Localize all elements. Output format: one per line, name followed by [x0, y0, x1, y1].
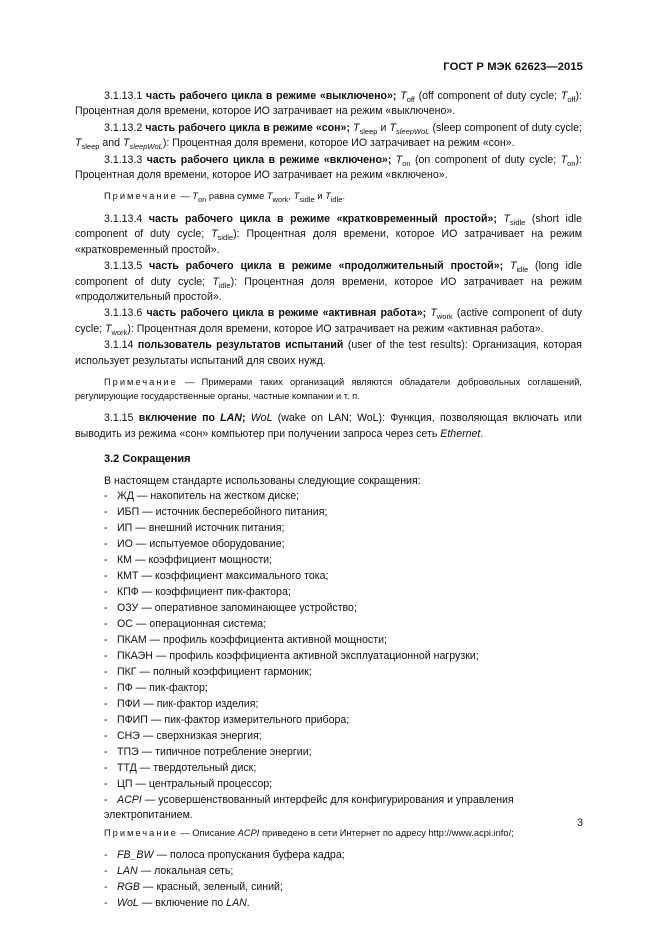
symbol-subscript: sleepWoL [129, 142, 163, 152]
list-item-text: ИБП — источник бесперебойного питания; [117, 505, 328, 518]
symbol-subscript: on [402, 158, 411, 168]
abbreviation: LAN [117, 865, 138, 878]
symbol: T [211, 228, 218, 241]
list-item-text: ПКАЭН — профиль коэффициента активной эксплуатационной нагрузки; [117, 649, 479, 662]
abbreviation: ACPI [237, 827, 260, 838]
term: пользователь результатов испытаний [137, 339, 344, 352]
list-item [104, 777, 582, 792]
list-item-text: ОЗУ — оперативное запоминающее устройство; [117, 601, 357, 614]
section-title: 3.2 Сокращения [104, 453, 191, 466]
definition-text: ): Процентная доля времени, которое ИО затрачивает на режим «сон». [162, 137, 515, 150]
english-term: (off component of duty cycle; [418, 90, 558, 102]
list-dash: - [104, 897, 108, 910]
list-item-text: ЖД — накопитель на жестком диске; [117, 489, 300, 502]
ethernet-term: Ethernet [440, 427, 481, 440]
list-dash: - [104, 793, 108, 806]
page-content [75, 89, 582, 912]
list-item [104, 713, 582, 728]
separator: , [288, 191, 291, 202]
list-item [104, 848, 582, 863]
symbol: T [400, 90, 407, 102]
list-item-text: — полоса пропускания буфера кадра; [156, 849, 345, 862]
definition-3-1-15 [75, 411, 582, 442]
page-number: 3 [577, 817, 583, 829]
clause-number: 3.1.13.3 [104, 153, 143, 166]
symbol: T [430, 307, 437, 320]
list-dash: - [104, 553, 108, 566]
list-item [104, 864, 582, 879]
symbol: T [212, 275, 219, 288]
symbol-subscript: work [436, 312, 453, 322]
list-item-text: — усовершенствованный интерфейс для конфигурирования и управления электропитанием. [104, 793, 514, 822]
definition-3-1-13-2 [75, 121, 582, 152]
list-dash: - [104, 865, 108, 878]
list-item-text: КПФ — коэффициент пик-фактора; [117, 585, 291, 598]
abbreviation: WoL [117, 897, 139, 910]
list-dash: - [104, 505, 108, 518]
list-item [104, 761, 582, 776]
symbol: T [503, 213, 510, 226]
definition-3-1-13-3 [75, 153, 582, 184]
list-item-text: ОС — операционная система; [117, 617, 267, 630]
list-item [104, 697, 582, 712]
list-dash: - [104, 849, 108, 862]
note-text: Примерами таких организаций являются обладатели добровольных соглашений, регулирующие государственные органы, частные компании и т. п. [75, 377, 582, 401]
period: . [246, 897, 250, 910]
note-dash: — [185, 377, 195, 388]
english-term: (on component of duty cycle; [414, 153, 557, 166]
period: . [480, 427, 484, 440]
list-item-text: ПФИ — пик-фактор изделия; [117, 697, 259, 710]
note-1 [75, 190, 582, 204]
symbol-subscript: off [567, 95, 576, 104]
term: часть рабочего цикла в режиме «сон»; [145, 121, 350, 134]
definition-3-1-13-1 [75, 89, 582, 120]
definition-text: (wake on LAN; WoL): Функция, позволяющая включать или выводить из режима «сон» компьютер при получении запроса через сеть [75, 412, 582, 440]
symbol-subscript: idle [330, 195, 343, 205]
definition-3-1-13-5 [75, 259, 582, 305]
list-dash: - [104, 881, 108, 894]
clause-number: 3.1.13.6 [104, 307, 143, 320]
symbol: T [293, 191, 300, 202]
acpi-list [75, 793, 582, 824]
symbol: T [192, 191, 198, 202]
note-3 [75, 827, 582, 841]
list-dash: - [104, 633, 108, 646]
list-dash: - [104, 665, 108, 678]
definition-text: ): Процентная доля времени, которое ИО затрачивает на режим «продолжительный простой». [75, 275, 583, 304]
symbol: T [560, 153, 568, 166]
clause-number: 3.1.13.2 [104, 121, 143, 134]
symbol: T [105, 322, 112, 335]
list-dash: - [104, 489, 108, 502]
term: часть рабочего цикла в режиме «выключено»; [146, 90, 397, 102]
clause-number: 3.1.13.4 [104, 213, 143, 226]
list-item [104, 505, 582, 520]
symbol-subscript: work [111, 327, 128, 337]
list-dash: - [104, 713, 108, 726]
list-item [104, 585, 582, 600]
abbreviation: RGB [117, 881, 140, 894]
list-dash: - [104, 697, 108, 710]
list-item [104, 793, 582, 824]
conjunction: и [317, 191, 323, 202]
list-item [104, 601, 582, 616]
section-intro: В настоящем стандарте использованы следующие сокращения: [104, 474, 421, 487]
note-2 [75, 376, 582, 403]
list-item-text: ИО — испытуемое оборудование; [117, 537, 285, 550]
abbreviation: WoL [250, 412, 273, 425]
symbol-subscript: sleepWoL [396, 126, 430, 136]
symbol-subscript: sleep [81, 142, 100, 152]
list-item-text: — локальная сеть; [140, 865, 234, 878]
english-term: (long idle component of duty cycle; [75, 260, 582, 288]
note-text: приведено в сети Интернет по адресу http://www.acpi.info/; [261, 827, 514, 838]
list-item [104, 521, 582, 536]
conjunction: and [102, 137, 121, 150]
symbol-subscript: work [272, 195, 289, 205]
note-label: Примечание [104, 377, 178, 388]
list-item-text: ЦП — центральный процессор; [117, 777, 273, 790]
clause-number: 3.1.14 [104, 339, 134, 352]
separator: ; [241, 412, 246, 425]
term: часть рабочего цикла в режиме «включено»; [146, 153, 392, 166]
list-item [104, 617, 582, 632]
list-item [104, 729, 582, 744]
note-text: равна сумме [208, 191, 265, 202]
list-item [104, 880, 582, 895]
list-item-text: ИП — внешний источник питания; [117, 521, 285, 534]
list-item [104, 649, 582, 664]
abbreviation-list-latin [75, 848, 582, 911]
definition-text: (user of the test results): Организация, которая использует результаты испытаний для своих нужд. [75, 339, 582, 367]
symbol: T [510, 260, 517, 273]
symbol-subscript: idle [218, 280, 231, 290]
definition-text: ): Процентная доля времени, которое ИО затрачивает на режим «кратковременный простой». [75, 228, 583, 256]
list-item-text: КМ — коэффициент мощности; [117, 553, 273, 566]
term: часть рабочего цикла в режиме «активная работа»; [146, 307, 427, 320]
list-dash: - [104, 729, 108, 742]
definition-3-1-14 [75, 338, 582, 369]
symbol-subscript: idle [516, 265, 529, 275]
list-item [104, 745, 582, 760]
definition-3-1-13-6 [75, 306, 582, 337]
symbol: T [389, 121, 396, 134]
list-dash: - [104, 681, 108, 694]
english-term: (short idle component of duty cycle; [75, 213, 583, 241]
clause-number: 3.1.13.1 [104, 90, 143, 102]
note-label: Примечание [104, 191, 178, 202]
list-item [104, 569, 582, 584]
list-item-text: — красный, зеленый, синий; [142, 881, 283, 894]
list-item-text: ТТД — твердотельный диск; [117, 761, 257, 774]
definition-text: ): Процентная доля времени, которое ИО затрачивает на режим «выключено». [75, 90, 582, 118]
clause-number: 3.1.13.5 [104, 260, 143, 273]
symbol-subscript: on [567, 158, 576, 168]
standard-header: ГОСТ Р МЭК 62623—2015 [443, 61, 583, 73]
symbol: T [353, 121, 360, 134]
symbol: T [75, 137, 82, 150]
definition-text: ): Процентная доля времени, которое ИО затрачивает на режим «включено». [75, 153, 582, 182]
conjunction: и [380, 121, 387, 134]
list-dash: - [104, 521, 108, 534]
list-item-text: СНЭ — сверхнизкая энергия; [117, 729, 262, 742]
list-dash: - [104, 617, 108, 630]
list-item [104, 681, 582, 696]
abbreviation: ACPI [117, 793, 142, 806]
list-item [104, 537, 582, 552]
symbol: T [325, 191, 331, 202]
symbol-subscript: sidle [217, 233, 234, 243]
abbreviation: LAN [226, 897, 247, 910]
symbol-subscript: sidle [509, 218, 526, 228]
term: часть рабочего цикла в режиме «продолжительный простой»; [149, 260, 504, 273]
symbol-subscript: off [406, 95, 415, 104]
symbol-subscript: on [197, 195, 207, 205]
symbol: T [123, 137, 130, 150]
list-item [104, 665, 582, 680]
list-dash: - [104, 649, 108, 662]
note-dash: — [180, 191, 190, 202]
abbreviation: FB_BW [117, 849, 154, 862]
list-item [104, 553, 582, 568]
note-dash: — [180, 827, 190, 838]
list-item-text: ТПЭ — типичное потребление энергии; [117, 745, 312, 758]
list-dash: - [104, 761, 108, 774]
list-dash: - [104, 537, 108, 550]
term: включение по [138, 412, 215, 425]
clause-number: 3.1.15 [104, 412, 134, 425]
list-dash: - [104, 585, 108, 598]
list-item [104, 489, 582, 504]
term: часть рабочего цикла в режиме «кратковременный простой»; [148, 213, 497, 226]
list-dash: - [104, 777, 108, 790]
term-italic: LAN [220, 412, 242, 425]
list-dash: - [104, 745, 108, 758]
list-item [104, 896, 582, 911]
list-dash: - [104, 569, 108, 582]
english-term: (sleep component of duty cycle; [432, 121, 582, 134]
note-label: Примечание [104, 827, 178, 838]
list-item-text: ПФ — пик-фактор; [117, 681, 208, 694]
definition-3-1-13-4 [75, 212, 582, 258]
list-item-text: ПФИП — пик-фактор измерительного прибора; [117, 713, 350, 726]
list-item [104, 633, 582, 648]
symbol-subscript: sidle [299, 195, 315, 205]
period: . [342, 191, 346, 202]
abbreviation-list [75, 489, 582, 792]
symbol: T [560, 90, 568, 102]
list-item-text: ПКГ — полный коэффициент гармоник; [117, 665, 312, 678]
list-item-text: КМТ — коэффициент максимального тока; [117, 569, 329, 582]
symbol-subscript: sleep [359, 126, 378, 136]
list-dash: - [104, 601, 108, 614]
list-item-text: ПКАМ — профиль коэффициента активной мощности; [117, 633, 387, 646]
note-text: Описание [192, 827, 236, 838]
definition-text: ): Процентная доля времени, которое ИО затрачивает на режим «активная работа». [127, 322, 544, 335]
symbol: T [266, 191, 273, 202]
symbol: T [395, 153, 403, 166]
list-item-text: — включение по [141, 897, 224, 910]
english-term: (active component of duty cycle; [75, 307, 582, 335]
